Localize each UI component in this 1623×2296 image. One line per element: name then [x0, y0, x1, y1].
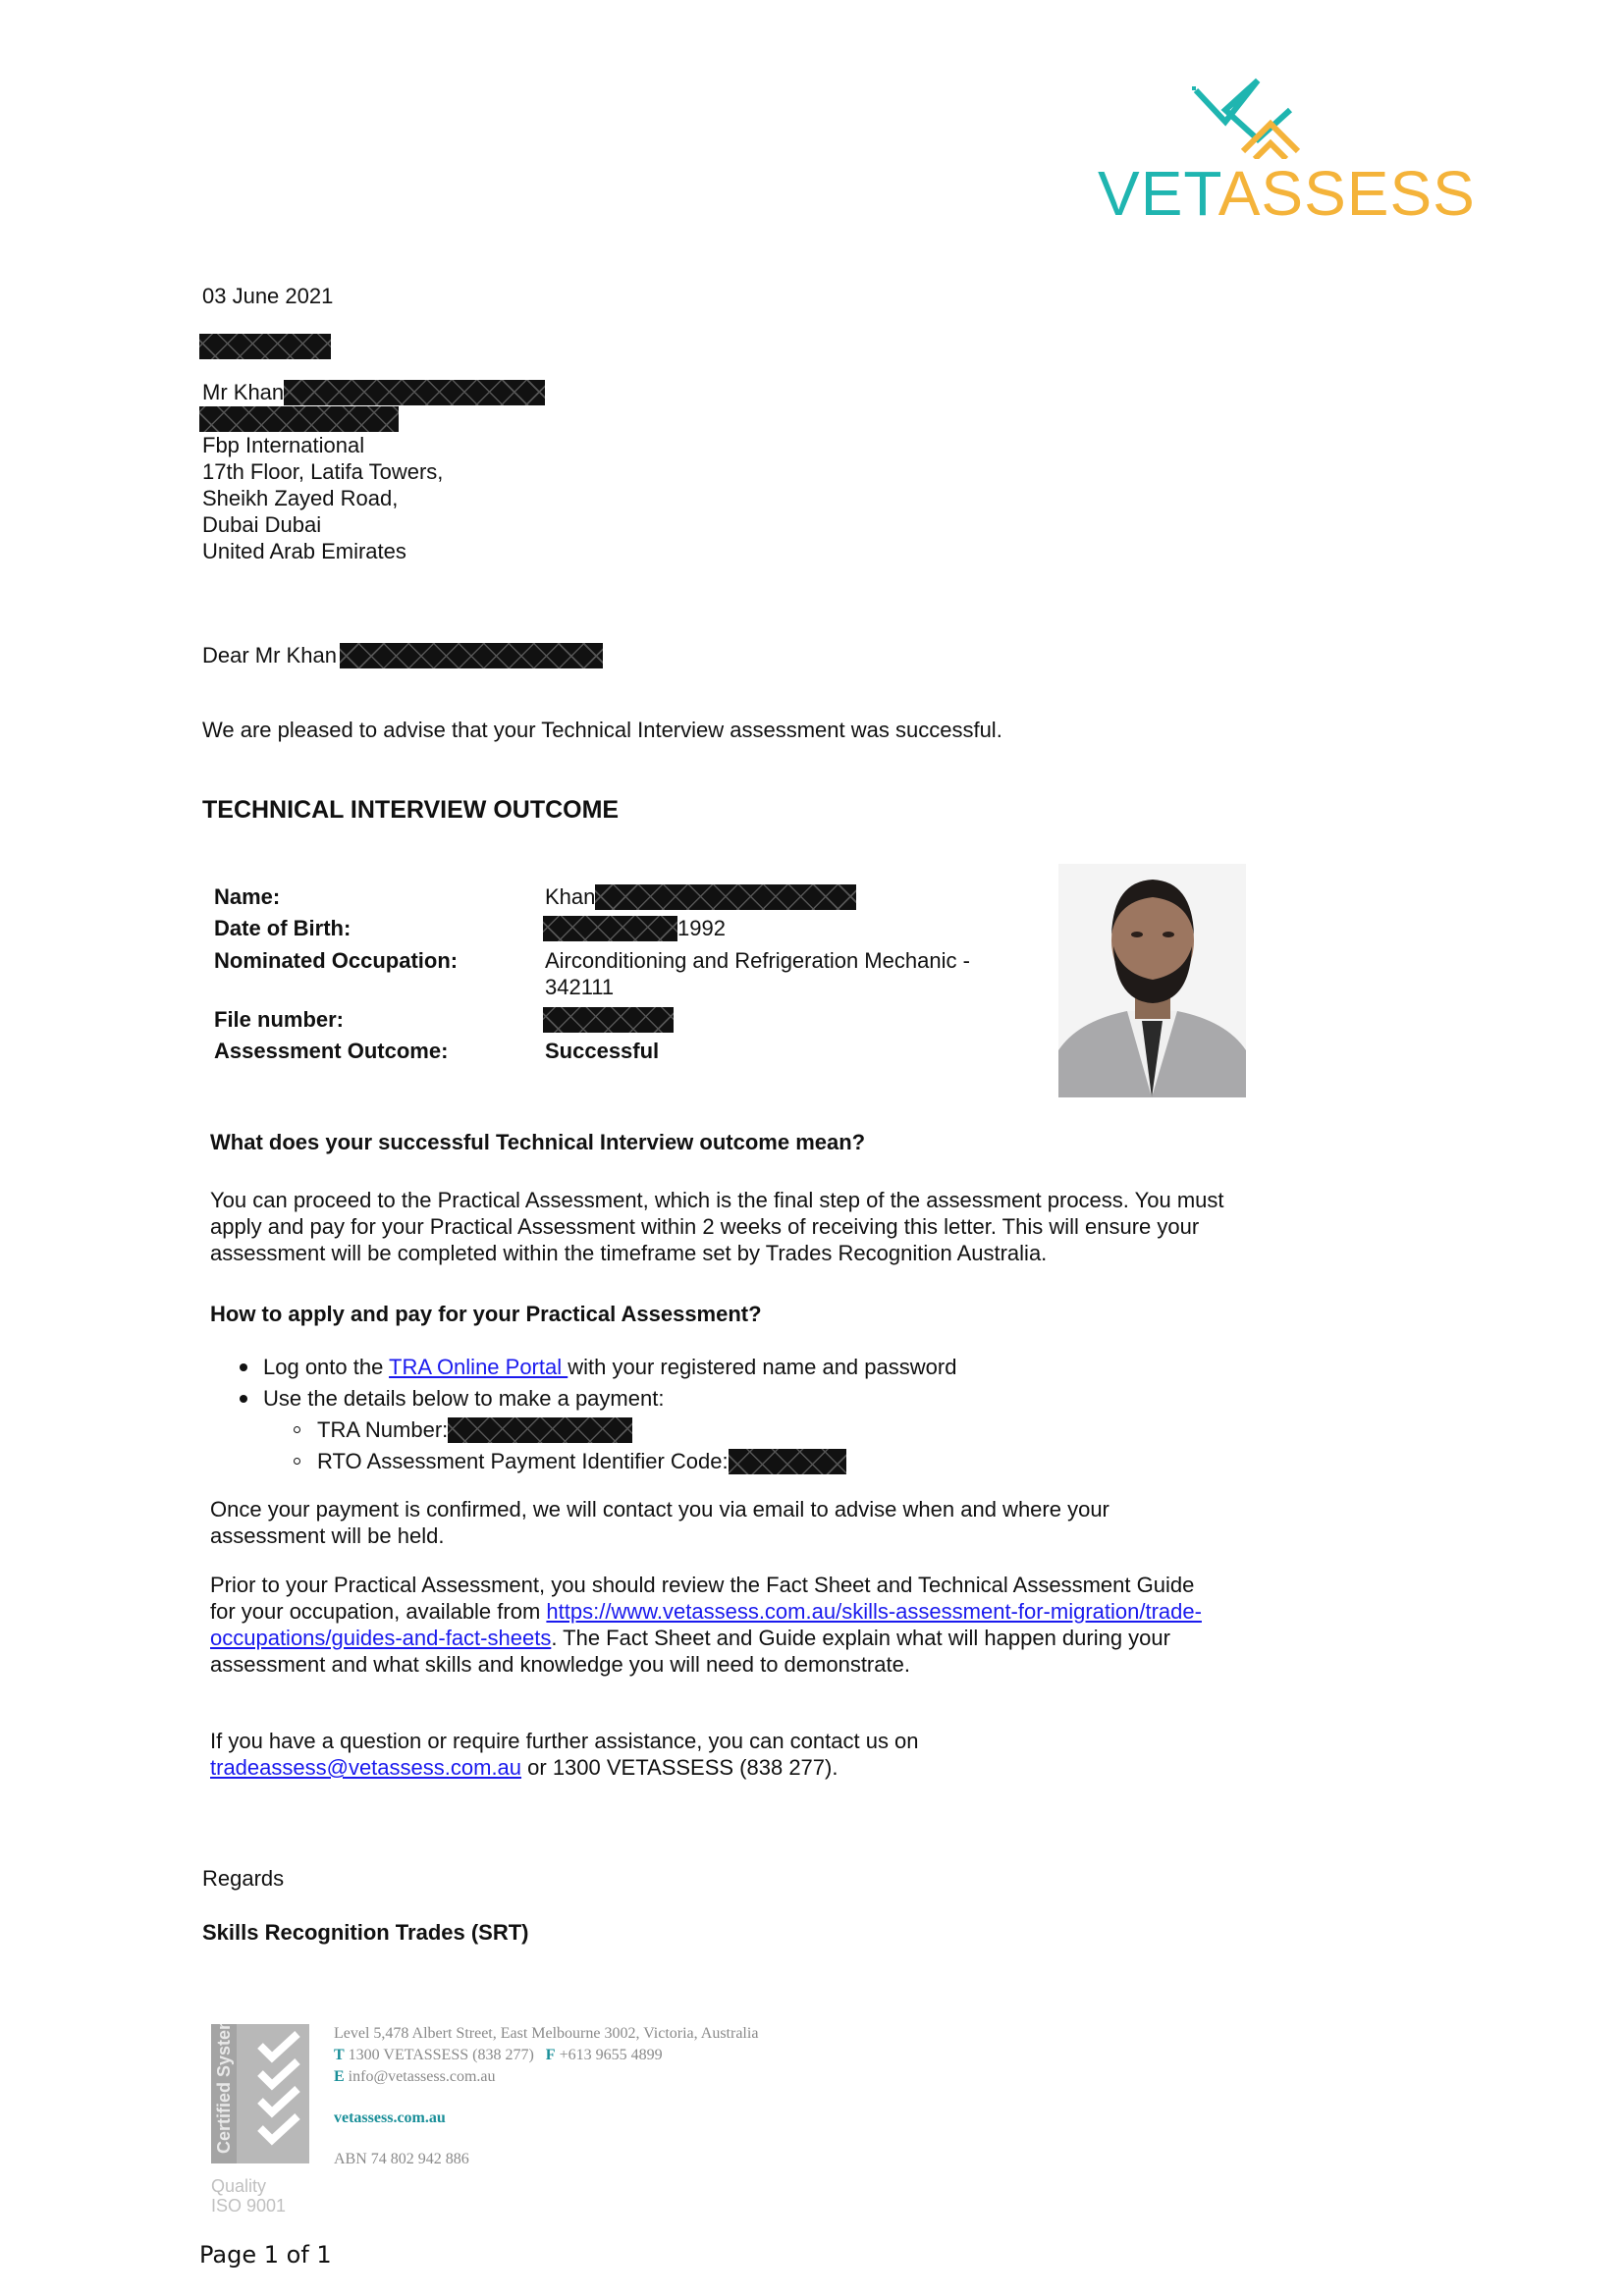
redacted-salutation-name — [340, 643, 603, 668]
p4-line-2-post: or 1300 VETASSESS (838 277). — [521, 1755, 839, 1780]
recipient-address — [202, 379, 545, 564]
footer-website[interactable]: vetassess.com.au — [334, 2109, 446, 2126]
vetassess-logo — [1098, 61, 1476, 233]
page-number: Page 1 of 1 — [199, 2241, 332, 2269]
footer-abn: ABN 74 802 942 886 — [334, 2151, 469, 2167]
redacted-name — [284, 380, 545, 405]
applicant-photo — [1058, 864, 1246, 1097]
redacted-given-name — [595, 884, 856, 910]
redacted-tra-number — [448, 1417, 632, 1443]
tra-online-portal-link[interactable]: TRA Online Portal — [389, 1355, 568, 1379]
bullet-portal-post: with your registered name and password — [568, 1355, 957, 1379]
sub-bullet-tra-number — [317, 1416, 632, 1443]
paragraph-fact-sheet — [210, 1572, 1271, 1678]
footer-f-label: F — [545, 2047, 556, 2063]
p3-line-2-pre: for your occupation, available from — [210, 1599, 547, 1624]
iso-certification-badge — [211, 2024, 309, 2220]
footer-address: Level 5,478 Albert Street, East Melbourne 3002, Victoria, Australia — [334, 2025, 759, 2042]
p1-line-3: assessment will be completed within the timeframe set by Trades Recognition Australia. — [210, 1241, 1048, 1265]
bullet-list — [210, 1354, 1192, 1471]
bullet-portal-pre: Log onto the — [263, 1355, 390, 1379]
sub-bullet-rto-code — [317, 1448, 846, 1474]
iso-label: ISO 9001 — [211, 2196, 287, 2216]
redacted-line — [199, 406, 399, 432]
paragraph-proceed — [210, 1187, 1271, 1266]
p1-line-2: apply and pay for your Practical Assessment within 2 weeks of receiving this letter. This will ensure your — [210, 1214, 1200, 1239]
intro-text: We are pleased to advise that your Technical Interview assessment was successful. — [202, 718, 1002, 742]
logo-text-assess: ASSESS — [1217, 158, 1476, 229]
bullet-portal — [263, 1354, 956, 1380]
paragraph-payment-confirmed — [210, 1496, 1271, 1549]
footer-phone: 1300 VETASSESS (838 277) — [348, 2047, 534, 2063]
redacted-rto-code — [729, 1449, 846, 1474]
address-line-4: United Arab Emirates — [202, 539, 406, 563]
name-label: Name: — [214, 884, 281, 909]
certified-system-checks-icon — [211, 2024, 309, 2171]
sub-bullet-circle-icon — [294, 1458, 300, 1465]
logo-mark-icon — [1098, 61, 1422, 159]
footer-fax: +613 9655 4899 — [559, 2047, 663, 2063]
file-number-value — [543, 1006, 674, 1033]
rto-code-label: RTO Assessment Payment Identifier Code: — [317, 1449, 729, 1473]
p3-line-4: assessment and what skills and knowledge you will need to demonstrate. — [210, 1652, 910, 1677]
quality-label: Quality — [211, 2176, 267, 2196]
p3-line-1: Prior to your Practical Assessment, you should review the Fact Sheet and Technical Assessment Guide — [210, 1573, 1195, 1597]
bullet-dot-icon — [240, 1395, 247, 1403]
occupation-value-2: 342111 — [545, 975, 615, 999]
file-number-label: File number: — [214, 1007, 345, 1032]
p2-line-2: assessment will be held. — [210, 1523, 445, 1548]
details-table — [214, 883, 1019, 1080]
dob-label: Date of Birth: — [214, 916, 352, 940]
bullet-dot-icon — [240, 1363, 247, 1371]
bullet-payment: Use the details below to make a payment: — [263, 1386, 665, 1411]
p4-line-1: If you have a question or require further assistance, you can contact us on — [210, 1729, 919, 1753]
address-line-2: Sheikh Zayed Road, — [202, 486, 399, 510]
section-title: TECHNICAL INTERVIEW OUTCOME — [202, 796, 620, 824]
tradeassess-email-link[interactable]: tradeassess@vetassess.com.au — [210, 1755, 522, 1780]
paragraph-contact — [210, 1728, 1271, 1781]
fact-sheet-link-cont[interactable]: occupations/guides-and-fact-sheets — [210, 1626, 552, 1650]
salutation — [202, 642, 603, 668]
footer-email[interactable]: info@vetassess.com.au — [348, 2068, 496, 2085]
name-value-text: Khan — [545, 884, 596, 909]
logo-wordmark — [1098, 159, 1476, 228]
dob-year: 1992 — [677, 916, 726, 940]
redacted-dob — [543, 916, 677, 941]
footer-contact — [334, 2023, 758, 2170]
p3-line-3-post: . The Fact Sheet and Guide explain what will happen during your — [551, 1626, 1170, 1650]
signoff: Skills Recognition Trades (SRT) — [202, 1920, 529, 1945]
p1-line-1: You can proceed to the Practical Assessment, which is the final step of the assessment process. You must — [210, 1188, 1224, 1212]
p2-line-1: Once your payment is confirmed, we will contact you via email to advise when and where your — [210, 1497, 1109, 1522]
occupation-value-1: Airconditioning and Refrigeration Mechanic - — [545, 948, 970, 973]
letter-date: 03 June 2021 — [202, 284, 334, 308]
redacted-file-number — [543, 1007, 674, 1033]
occupation-label: Nominated Occupation: — [214, 948, 459, 973]
outcome-value: Successful — [545, 1039, 660, 1063]
footer-e-label: E — [334, 2068, 345, 2085]
recipient-name: Mr Khan — [202, 380, 285, 404]
salutation-text: Dear Mr Khan — [202, 643, 337, 667]
redacted-reference — [199, 334, 331, 359]
question-apply-pay: How to apply and pay for your Practical Assessment? — [210, 1302, 762, 1326]
footer-t-label: T — [334, 2047, 345, 2063]
logo-text-vet: VET — [1098, 158, 1218, 229]
cert-text: Certified System — [214, 2024, 234, 2154]
name-value — [545, 883, 856, 910]
fact-sheet-link[interactable]: https://www.vetassess.com.au/skills-assessment-for-migration/trade- — [546, 1599, 1202, 1624]
recipient-company: Fbp International — [202, 433, 365, 457]
address-line-1: 17th Floor, Latifa Towers, — [202, 459, 444, 484]
sub-bullet-circle-icon — [294, 1426, 300, 1433]
regards: Regards — [202, 1866, 285, 1891]
address-line-3: Dubai Dubai — [202, 512, 322, 537]
question-outcome-meaning: What does your successful Technical Interview outcome mean? — [210, 1130, 866, 1154]
tra-number-label: TRA Number: — [317, 1417, 449, 1442]
outcome-label: Assessment Outcome: — [214, 1039, 449, 1063]
dob-value — [543, 915, 726, 941]
